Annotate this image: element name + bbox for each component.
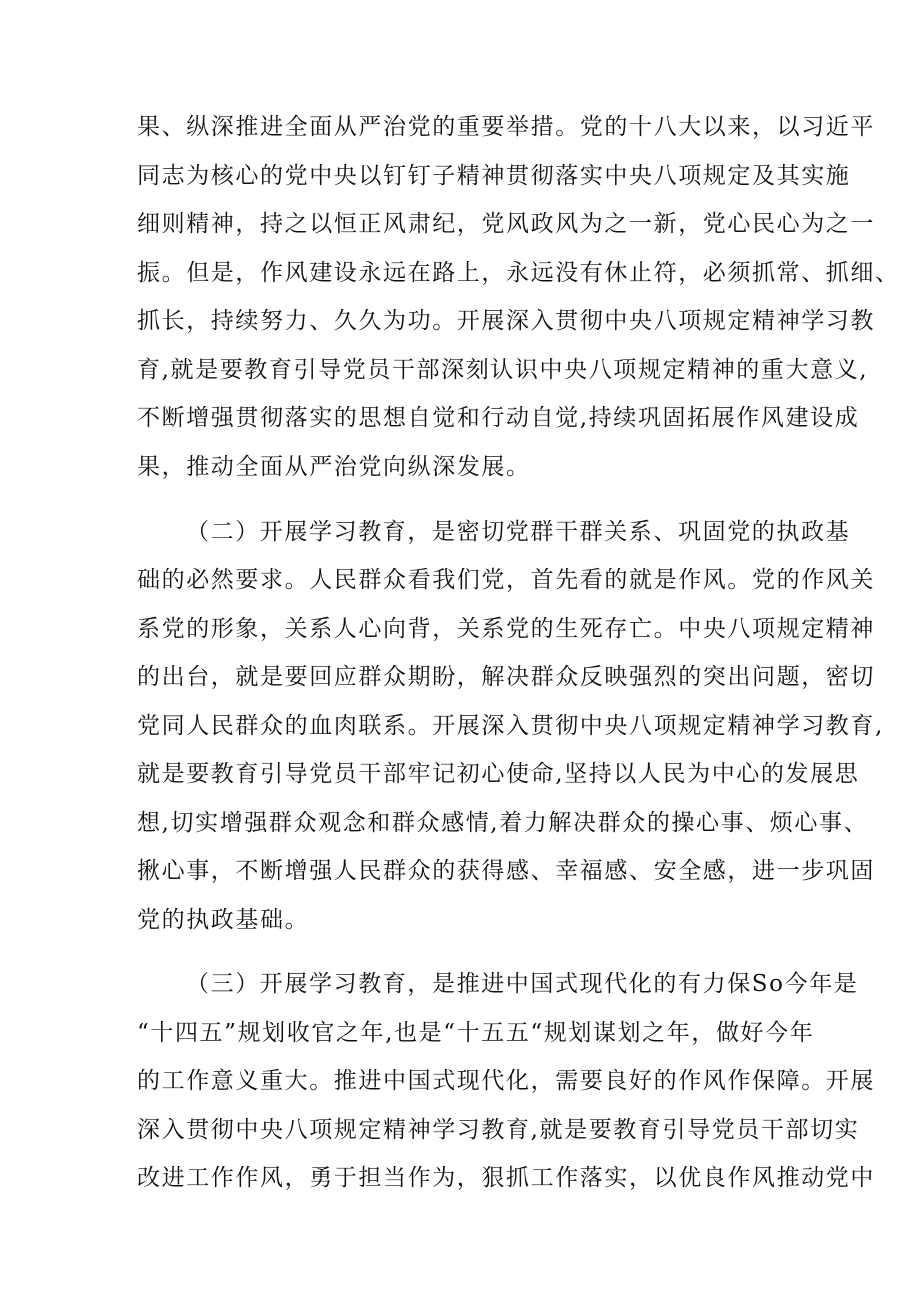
paragraph-heading-3: （三）开展学习教育，是推进中国式现代化的有力保So今年是	[186, 971, 859, 997]
text-line: 就是要教育引导党员干部牢记初心使命,坚持以人民为中心的发展思	[137, 761, 860, 787]
text-line: 的工作意义重大。推进中国式现代化，需要良好的作风作保障。开展	[137, 1068, 875, 1094]
text-line: 不断增强贯彻落实的思想自觉和行动自觉,持续巩固拓展作风建设成	[137, 405, 860, 431]
text-line: “十四五”规划收官之年,也是“十五五“规划谋划之年，做好今年	[137, 1020, 815, 1046]
text-line: 础的必然要求。人民群众看我们党，首先看的就是作风。党的作风关	[137, 567, 875, 593]
text-line: 系党的形象，关系人心向背，关系党的生死存亡。中央八项规定精神	[137, 616, 875, 642]
text-line: 党的执政基础。	[137, 907, 310, 933]
text-line: 的出台，就是要回应群众期盼，解决群众反映强烈的突出问题，密切	[137, 664, 875, 690]
text-line: 育,就是要教育引导党员干部深刻认识中央八项规定精神的重大意义,	[137, 357, 869, 383]
text-line: 党同人民群众的血肉联系。开展深入贯彻中央八项规定精神学习教育,	[137, 713, 884, 739]
text-line: 果，推动全面从严治党向纵深发展。	[137, 454, 531, 480]
text-line: 揪心事，不断增强人民群众的获得感、幸福感、安全感，进一步巩固	[137, 858, 875, 884]
text-line: 深入贯彻中央八项规定精神学习教育,就是要教育引导党员干部切实	[137, 1117, 860, 1143]
text-line: 同志为核心的党中央以钉钉子精神贯彻落实中央八项规定及其实施	[137, 163, 851, 189]
text-line: 果、纵深推进全面从严治党的重要举措。党的十八大以来，以习近平	[137, 114, 875, 140]
paragraph-heading-2: （二）开展学习教育，是密切党群干群关系、巩固党的执政基	[186, 519, 851, 545]
text-line: 改进工作作风，勇于担当作为，狠抓工作落实，以优良作风推动党中	[137, 1165, 875, 1191]
text-line: 细则精神，持之以恒正风肃纪，党风政风为之一新，党心民心为之一	[137, 211, 875, 237]
text-line: 抓长，持续努力、久久为功。开展深入贯彻中央八项规定精神学习教	[137, 308, 875, 334]
text-line: 振。但是，作风建设永远在路上，永远没有休止符，必须抓常、抓细、	[137, 260, 900, 286]
text-line: 想,切实增强群众观念和群众感情,着力解决群众的操心事、烦心事、	[137, 810, 869, 836]
